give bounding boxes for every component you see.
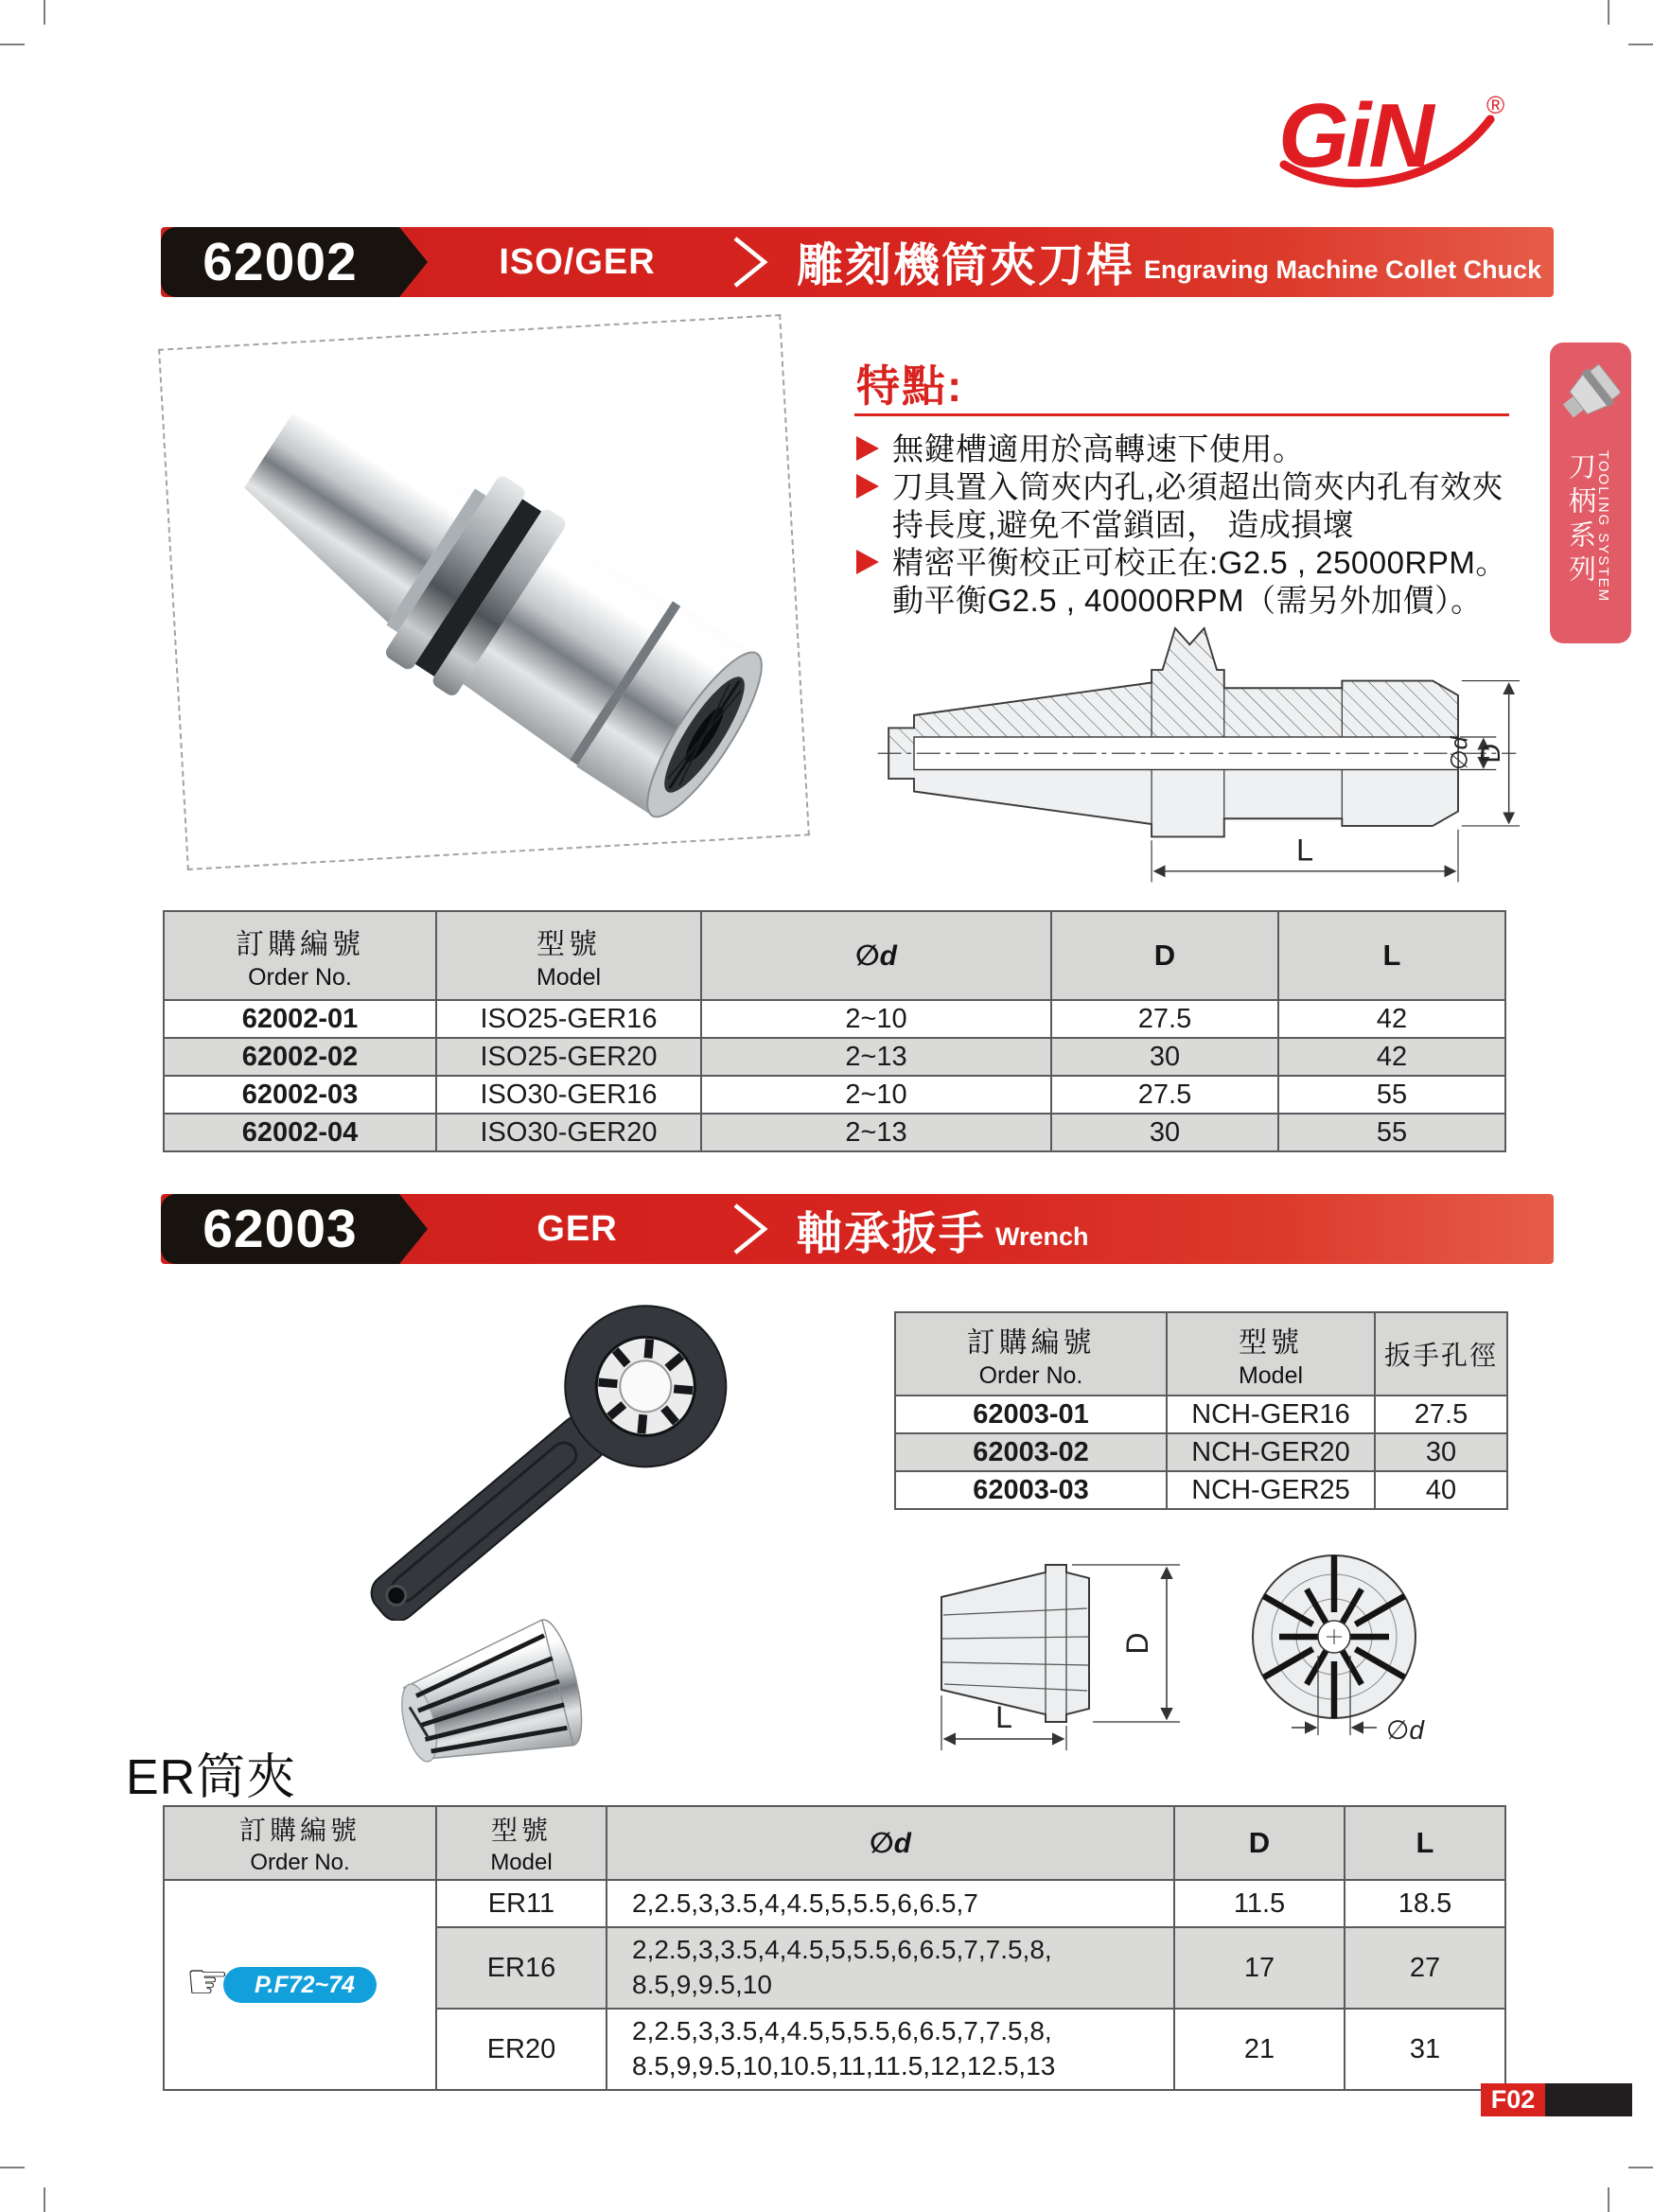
side-tab-label-zh: 刀柄系列 (1565, 452, 1595, 588)
cell-model: NCH-GER20 (1167, 1433, 1375, 1471)
side-tab-tooling-system[interactable] (1550, 342, 1631, 643)
crop-mark (1608, 0, 1609, 25)
cell-D: 17 (1174, 1927, 1345, 2009)
features-list (856, 430, 1538, 620)
cell-d: 2,2.5,3,3.5,4,4.5,5,5.5,6,6.5,7 (607, 1880, 1174, 1927)
cell-d: 2~13 (701, 1114, 1051, 1151)
section-bar-62003 (161, 1194, 1554, 1264)
header-cell-D: D (1174, 1806, 1345, 1880)
dim-label-D: D (1120, 1632, 1154, 1655)
cell-model: ISO30-GER20 (436, 1114, 701, 1151)
cell-D: 21 (1174, 2009, 1345, 2090)
cell-model: ISO30-GER16 (436, 1076, 701, 1114)
cell-d: 2~10 (701, 1076, 1051, 1114)
page-number-badge: F02 (1481, 2083, 1545, 2116)
bullet-triangle-icon (856, 436, 879, 461)
header-cell-order: 訂購編號 Order No. (164, 911, 436, 1000)
cell-D: 30 (1051, 1038, 1278, 1076)
dim-label-D: D (1476, 743, 1507, 764)
table-row (164, 1038, 1505, 1076)
page-number-bar (1545, 2083, 1632, 2116)
cell-model: ISO25-GER16 (436, 1000, 701, 1038)
cell-order: 62003-03 (895, 1471, 1167, 1509)
collet-photo (374, 1601, 620, 1795)
standard-label: ISO/GER (499, 241, 656, 282)
cell-bore: 40 (1375, 1471, 1507, 1509)
section-code-badge: 62003 (161, 1194, 399, 1264)
bullet-triangle-icon (856, 474, 879, 499)
crop-mark (0, 2167, 25, 2168)
header-cell-d: ∅d (607, 1806, 1174, 1880)
cell-L: 42 (1278, 1038, 1505, 1076)
er-collet-heading: ER筒夾 (126, 1750, 297, 1805)
crop-mark (44, 0, 45, 25)
table-row (895, 1396, 1507, 1433)
technical-drawing-collet (904, 1535, 1519, 1762)
section-code-badge: 62002 (161, 227, 399, 297)
section-title-zh: 雕刻機筒夾刀桿 (797, 240, 1135, 291)
table-er-collet (163, 1805, 1504, 2091)
cell-d: 2,2.5,3,3.5,4,4.5,5,5.5,6,6.5,7,7.5,8, 8.5,9,9.5,10,10.5,11,11.5,12,12.5,13 (607, 2009, 1174, 2090)
cell-model: ER11 (436, 1880, 607, 1927)
table-row (895, 1433, 1507, 1471)
crop-mark (1608, 2187, 1609, 2212)
header-cell-model: 型號 Model (436, 1806, 607, 1880)
table-row (164, 1076, 1505, 1114)
dim-label-d: ∅d (1386, 1715, 1424, 1745)
section-title (797, 1194, 1089, 1264)
crop-mark (0, 44, 25, 45)
feature-text: 刀具置入筒夾内孔,必須超出筒夾内孔有效夾 (892, 469, 1504, 504)
page-ref-badge[interactable] (185, 1954, 377, 2010)
chevron-right-icon (729, 236, 772, 293)
collet-chuck-photo (185, 336, 790, 847)
side-tab-holder-image (1559, 350, 1620, 441)
cell-order: 62002-04 (164, 1114, 436, 1151)
cell-d: 2,2.5,3,3.5,4,4.5,5,5.5,6,6.5,7,7.5,8, 8.5,9,9.5,10 (607, 1927, 1174, 2009)
cell-model: NCH-GER16 (1167, 1396, 1375, 1433)
crop-mark (1628, 44, 1653, 45)
pointing-hand-icon: ☞ (185, 1954, 230, 2010)
table-row (164, 1114, 1505, 1151)
cell-order: 62003-02 (895, 1433, 1167, 1471)
brand-logo (1263, 72, 1519, 202)
feature-text: 無鍵槽適用於高轉速下使用。 (892, 431, 1305, 466)
feature-text: 精密平衡校正可校正在:G2.5 , 25000RPM。 (892, 545, 1507, 580)
cell-model: ER16 (436, 1927, 607, 2009)
table-62003 (894, 1311, 1506, 1510)
bullet-triangle-icon (856, 550, 879, 574)
page-ref-label: P.F72~74 (255, 1971, 355, 1998)
cell-D: 11.5 (1174, 1880, 1345, 1927)
dim-label-L: L (995, 1700, 1012, 1734)
feature-text: 持長度,避免不當鎖固， 造成損壞 (892, 507, 1355, 542)
dim-label-d: ∅d (1446, 736, 1473, 771)
cell-order-ref (164, 1880, 436, 2090)
cell-L: 55 (1278, 1076, 1505, 1114)
header-cell-model: 型號 Model (436, 911, 701, 1000)
header-cell-order: 訂購編號 Order No. (164, 1806, 436, 1880)
registered-mark-icon: ® (1486, 91, 1505, 119)
table-row (164, 1880, 1505, 1927)
section-title-zh: 軸承扳手 (797, 1208, 987, 1259)
cell-bore: 30 (1375, 1433, 1507, 1471)
cell-D: 27.5 (1051, 1000, 1278, 1038)
cell-model: NCH-GER25 (1167, 1471, 1375, 1509)
cell-L: 55 (1278, 1114, 1505, 1151)
technical-drawing-chuck (870, 617, 1523, 901)
header-cell-order: 訂購編號 Order No. (895, 1312, 1167, 1396)
cell-model: ER20 (436, 2009, 607, 2090)
chevron-right-icon (729, 1203, 772, 1260)
cell-L: 27 (1345, 1927, 1505, 2009)
header-cell-model: 型號 Model (1167, 1312, 1375, 1396)
cell-L: 31 (1345, 2009, 1505, 2090)
feature-text: 動平衡G2.5 , 40000RPM（需另外加價）。 (892, 583, 1483, 618)
wrench-photo (355, 1304, 833, 1621)
cell-model: ISO25-GER20 (436, 1038, 701, 1076)
cell-bore: 27.5 (1375, 1396, 1507, 1433)
header-cell-L: L (1278, 911, 1505, 1000)
cell-order: 62002-02 (164, 1038, 436, 1076)
cell-L: 42 (1278, 1000, 1505, 1038)
crop-mark (1628, 2167, 1653, 2168)
cell-L: 18.5 (1345, 1880, 1505, 1927)
section-title-en: Engraving Machine Collet Chuck (1144, 255, 1542, 284)
table-62002 (163, 910, 1504, 1152)
features-heading: 特點: (856, 361, 964, 411)
table-row (164, 1000, 1505, 1038)
dim-label-L: L (1295, 833, 1314, 868)
cell-D: 30 (1051, 1114, 1278, 1151)
cell-order: 62002-01 (164, 1000, 436, 1038)
cell-D: 27.5 (1051, 1076, 1278, 1114)
cell-order: 62003-01 (895, 1396, 1167, 1433)
header-cell-bore: 扳手孔徑 (1375, 1312, 1507, 1396)
section-title-en: Wrench (995, 1221, 1089, 1251)
features-underline (854, 413, 1509, 416)
cell-d: 2~10 (701, 1000, 1051, 1038)
cell-order: 62002-03 (164, 1076, 436, 1114)
side-tab-label-en: TOOLING SYSTEM (1595, 450, 1611, 604)
header-cell-d: ∅d (701, 911, 1051, 1000)
logo-text: GiN (1278, 85, 1432, 186)
section-title (797, 227, 1541, 297)
cell-d: 2~13 (701, 1038, 1051, 1076)
header-cell-D: D (1051, 911, 1278, 1000)
table-row (895, 1471, 1507, 1509)
standard-label: GER (536, 1208, 618, 1249)
crop-mark (44, 2187, 45, 2212)
header-cell-L: L (1345, 1806, 1505, 1880)
section-bar-62002 (161, 227, 1554, 297)
